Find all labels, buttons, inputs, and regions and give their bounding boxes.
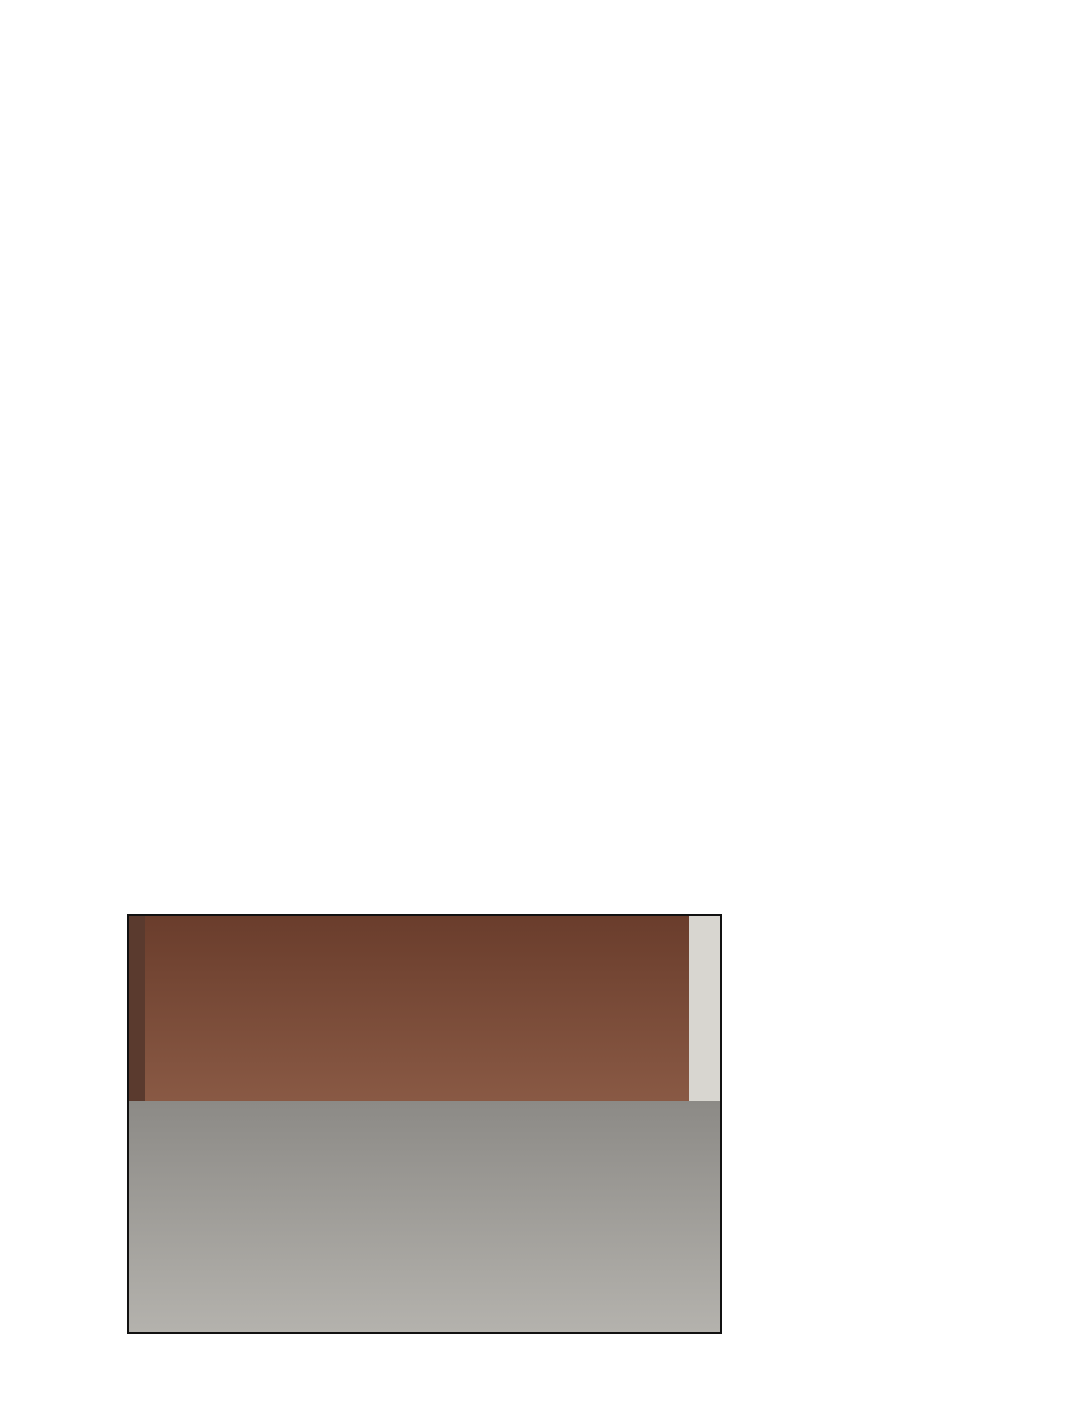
paragraph	[128, 791, 960, 816]
memorial-photo	[127, 914, 722, 1334]
memorial-photo-drawing	[129, 916, 720, 1332]
paragraph	[128, 591, 960, 616]
paragraph	[128, 316, 960, 341]
